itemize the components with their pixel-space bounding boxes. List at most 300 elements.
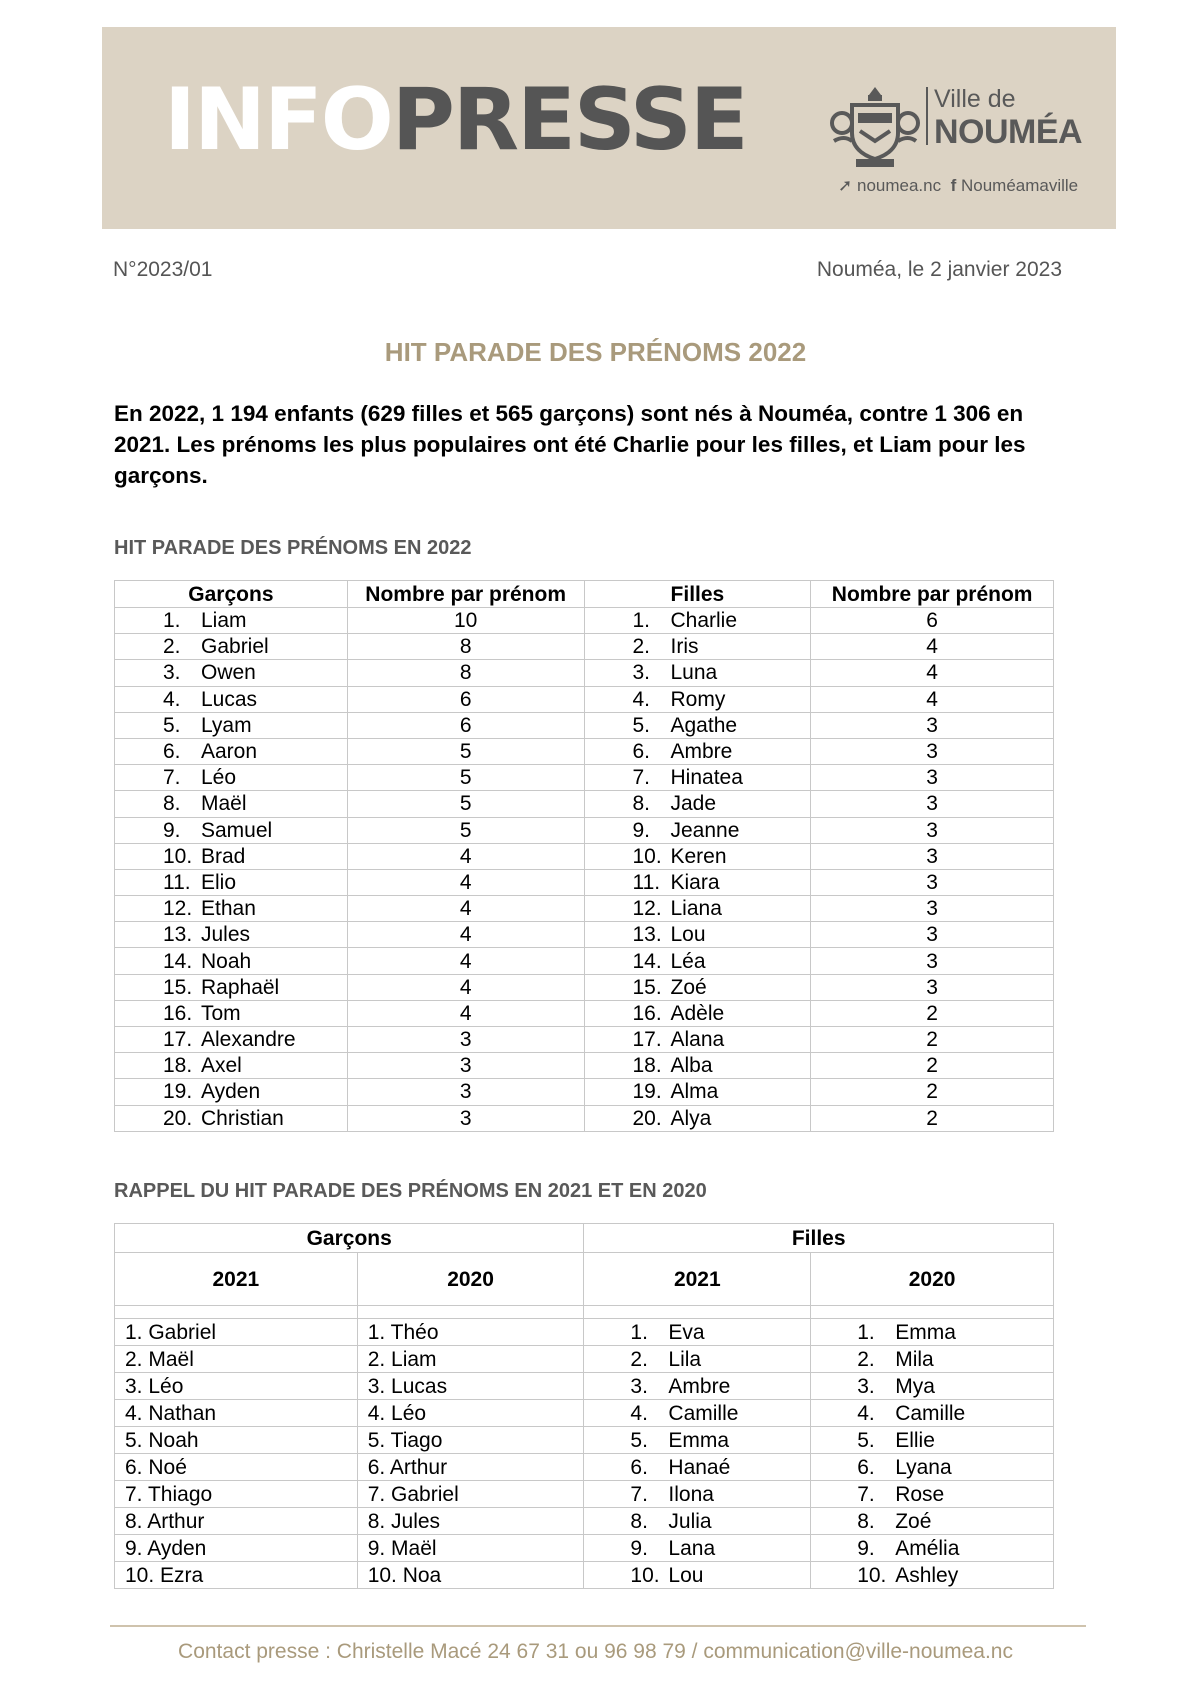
girl-cell	[584, 1079, 811, 1105]
boys-2020-cell: 9. Maël	[357, 1535, 584, 1562]
girl-rank: 9.	[632, 818, 651, 842]
girl-rank: 15.	[632, 975, 662, 999]
year-header-row	[115, 1253, 1054, 1306]
city-logo-divider	[926, 87, 928, 145]
girl-cell	[584, 1000, 811, 1026]
table-row	[115, 1535, 1054, 1562]
girl-cell	[584, 660, 811, 686]
boy-cell	[115, 974, 348, 1000]
boy-name: Aaron	[201, 740, 258, 764]
girls-2021-name: Julia	[668, 1509, 712, 1533]
table-row	[115, 1027, 1054, 1053]
girls-2020-cell	[811, 1481, 1054, 1508]
girl-rank: 1.	[632, 609, 651, 633]
boys-2021-cell: 7. Thiago	[115, 1481, 358, 1508]
girls-2020-rank: 2.	[857, 1347, 875, 1371]
girl-name: Kiara	[670, 870, 720, 894]
boy-name: Brad	[201, 844, 246, 868]
girl-name: Jade	[670, 792, 717, 816]
girl-cell	[584, 738, 811, 764]
table-row	[115, 1427, 1054, 1454]
column-header: Nombre par prénom	[347, 581, 584, 608]
boy-name: Axel	[201, 1054, 242, 1078]
girl-name: Alya	[670, 1106, 712, 1130]
table-row	[115, 896, 1054, 922]
boy-cell	[115, 922, 348, 948]
year-header: 2021	[584, 1253, 811, 1306]
girls-2021-rank: 9.	[630, 1536, 648, 1560]
girl-rank: 12.	[632, 897, 662, 921]
girls-2021-rank: 2.	[630, 1347, 648, 1371]
girls-2021-rank: 1.	[630, 1320, 648, 1344]
column-header: Garçons	[115, 581, 348, 608]
girl-count: 3	[811, 817, 1054, 843]
ranking-table-history	[114, 1223, 1054, 1589]
boy-name: Gabriel	[201, 635, 269, 659]
column-header: Nombre par prénom	[811, 581, 1054, 608]
boys-2020-cell: 8. Jules	[357, 1508, 584, 1535]
section-title-history: RAPPEL DU HIT PARADE DES PRÉNOMS EN 2021 ET EN 2020	[114, 1180, 707, 1202]
boys-2020-cell: 3. Lucas	[357, 1373, 584, 1400]
table-row	[115, 712, 1054, 738]
girl-rank: 19.	[632, 1080, 662, 1104]
boy-count: 4	[347, 896, 584, 922]
girls-2020-name: Lyana	[895, 1455, 952, 1479]
girls-2020-cell	[811, 1373, 1054, 1400]
girls-2021-name: Lila	[668, 1347, 702, 1371]
girls-2020-name: Camille	[895, 1401, 966, 1425]
boy-cell	[115, 686, 348, 712]
boys-2020-cell: 5. Tiago	[357, 1427, 584, 1454]
year-header: 2021	[115, 1253, 358, 1306]
footer-divider	[110, 1625, 1086, 1627]
boy-cell	[115, 1053, 348, 1079]
boy-cell	[115, 712, 348, 738]
girl-name: Luna	[670, 661, 718, 685]
girls-2021-cell	[584, 1373, 811, 1400]
table-row	[115, 686, 1054, 712]
girl-name: Iris	[670, 635, 699, 659]
boy-count: 4	[347, 974, 584, 1000]
girl-rank: 4.	[632, 687, 651, 711]
girls-2021-name: Eva	[668, 1320, 705, 1344]
boy-name: Elio	[201, 870, 237, 894]
girl-count: 3	[811, 974, 1054, 1000]
press-contact: Contact presse : Christelle Macé 24 67 31 ou 96 98 79 / communication@ville-noumea.nc	[178, 1640, 1013, 1663]
table-row	[115, 1319, 1054, 1346]
table-row	[115, 765, 1054, 791]
spacer-row	[115, 1306, 1054, 1319]
girl-count: 3	[811, 843, 1054, 869]
boy-name: Tom	[201, 1001, 241, 1025]
girls-2021-cell	[584, 1400, 811, 1427]
boy-rank: 14.	[163, 949, 193, 973]
boy-count: 5	[347, 765, 584, 791]
girl-count: 2	[811, 1027, 1054, 1053]
boys-2020-cell: 10. Noa	[357, 1562, 584, 1589]
girl-count: 2	[811, 1000, 1054, 1026]
girl-name: Lou	[670, 923, 706, 947]
boys-2021-cell: 6. Noé	[115, 1454, 358, 1481]
boys-2021-cell: 5. Noah	[115, 1427, 358, 1454]
boy-count: 3	[347, 1053, 584, 1079]
girls-2020-rank: 1.	[857, 1320, 875, 1344]
girl-count: 3	[811, 712, 1054, 738]
lead-paragraph: En 2022, 1 194 enfants (629 filles et 565 garçons) sont nés à Nouméa, contre 1 306 en 2021. Les prénoms les plus populaires ont été Charlie pour les filles, et Liam pour les garçons.	[114, 401, 1026, 488]
boy-rank: 8.	[163, 792, 181, 816]
girl-name: Liana	[670, 897, 722, 921]
boy-rank: 18.	[163, 1054, 193, 1078]
table-row	[115, 869, 1054, 895]
girls-2021-cell	[584, 1535, 811, 1562]
girls-2020-rank: 9.	[857, 1536, 875, 1560]
girls-2020-name: Rose	[895, 1482, 945, 1506]
girls-2020-cell	[811, 1562, 1054, 1589]
girl-rank: 13.	[632, 923, 662, 947]
logo-info-text: INFO	[164, 70, 392, 170]
boy-count: 5	[347, 738, 584, 764]
girl-count: 3	[811, 948, 1054, 974]
boys-2021-cell: 10. Ezra	[115, 1562, 358, 1589]
girls-2020-cell	[811, 1427, 1054, 1454]
boy-name: Lucas	[201, 687, 258, 711]
boys-2021-cell: 4. Nathan	[115, 1400, 358, 1427]
boy-count: 4	[347, 869, 584, 895]
girl-count: 3	[811, 896, 1054, 922]
girls-2020-rank: 7.	[857, 1482, 875, 1506]
girls-2021-rank: 3.	[630, 1374, 648, 1398]
boy-name: Léo	[201, 766, 237, 790]
girls-2020-name: Ellie	[895, 1428, 935, 1452]
girls-2020-name: Zoé	[895, 1509, 932, 1533]
table-row	[115, 1000, 1054, 1026]
girl-count: 6	[811, 608, 1054, 634]
header-banner	[102, 27, 1116, 229]
boy-cell	[115, 1079, 348, 1105]
logo-presse-text: PRESSE	[391, 70, 747, 170]
girl-count: 3	[811, 869, 1054, 895]
girls-2021-cell	[584, 1346, 811, 1373]
girls-2021-name: Lou	[668, 1563, 704, 1587]
boy-cell	[115, 738, 348, 764]
boy-name: Lyam	[201, 713, 252, 737]
girls-2021-rank: 5.	[630, 1428, 648, 1452]
boy-count: 6	[347, 686, 584, 712]
boy-count: 6	[347, 712, 584, 738]
girls-2020-rank: 8.	[857, 1509, 875, 1533]
document-title: HIT PARADE DES PRÉNOMS 2022	[384, 337, 807, 367]
table-row	[115, 1562, 1054, 1589]
boy-rank: 6.	[163, 740, 181, 764]
boy-rank: 1.	[163, 609, 181, 633]
girl-name: Charlie	[670, 609, 738, 633]
boys-2021-cell: 1. Gabriel	[115, 1319, 358, 1346]
table-row	[115, 922, 1054, 948]
girl-cell	[584, 974, 811, 1000]
table-row	[115, 1454, 1054, 1481]
boy-count: 4	[347, 922, 584, 948]
boy-rank: 12.	[163, 897, 193, 921]
girls-2021-cell	[584, 1454, 811, 1481]
boy-count: 10	[347, 608, 584, 634]
press-date: Nouméa, le 2 janvier 2023	[816, 258, 1062, 281]
city-prefix: Ville de	[934, 85, 1016, 113]
boy-cell	[115, 765, 348, 791]
boys-2021-cell: 8. Arthur	[115, 1508, 358, 1535]
girls-2021-cell	[584, 1481, 811, 1508]
girl-cell	[584, 1027, 811, 1053]
girls-2021-cell	[584, 1562, 811, 1589]
boy-cell	[115, 1105, 348, 1131]
table-row	[115, 1481, 1054, 1508]
city-crest-icon	[830, 83, 920, 171]
boy-name: Alexandre	[201, 1028, 296, 1052]
girls-2020-name: Mila	[895, 1347, 934, 1371]
table-row	[115, 1053, 1054, 1079]
girls-2020-cell	[811, 1319, 1054, 1346]
boy-count: 5	[347, 817, 584, 843]
girl-cell	[584, 791, 811, 817]
boys-2020-cell: 1. Théo	[357, 1319, 584, 1346]
table-row	[115, 660, 1054, 686]
girl-cell	[584, 1105, 811, 1131]
boy-cell	[115, 948, 348, 974]
city-logo	[830, 83, 1090, 193]
girls-2021-name: Emma	[668, 1428, 730, 1452]
boy-cell	[115, 869, 348, 895]
boy-rank: 5.	[163, 713, 181, 737]
spacer-cell	[115, 1306, 358, 1319]
girl-cell	[584, 948, 811, 974]
table-row	[115, 1400, 1054, 1427]
boy-rank: 11.	[163, 870, 191, 894]
table-row	[115, 1079, 1054, 1105]
girl-name: Jeanne	[670, 818, 740, 842]
boys-2021-cell: 9. Ayden	[115, 1535, 358, 1562]
girls-2021-cell	[584, 1427, 811, 1454]
girls-2020-cell	[811, 1454, 1054, 1481]
girl-name: Keren	[670, 844, 727, 868]
boy-rank: 20.	[163, 1106, 193, 1130]
boy-rank: 19.	[163, 1080, 193, 1104]
girl-count: 2	[811, 1053, 1054, 1079]
boy-name: Liam	[201, 609, 247, 633]
spacer-cell	[584, 1306, 811, 1319]
facebook-link[interactable]: Nouméamaville	[960, 176, 1079, 195]
boy-cell	[115, 791, 348, 817]
girl-name: Alana	[670, 1028, 725, 1052]
girls-2020-rank: 4.	[857, 1401, 875, 1425]
girl-rank: 16.	[632, 1001, 662, 1025]
year-header: 2020	[357, 1253, 584, 1306]
girl-cell	[584, 608, 811, 634]
boy-cell	[115, 1027, 348, 1053]
boys-2021-cell: 3. Léo	[115, 1373, 358, 1400]
boy-count: 3	[347, 1079, 584, 1105]
girls-2020-rank: 3.	[857, 1374, 875, 1398]
girls-2021-rank: 4.	[630, 1401, 648, 1425]
boy-rank: 15.	[163, 975, 193, 999]
website-link[interactable]: noumea.nc	[856, 176, 942, 195]
girl-count: 3	[811, 738, 1054, 764]
boys-2020-cell: 6. Arthur	[357, 1454, 584, 1481]
girls-2021-name: Camille	[668, 1401, 739, 1425]
boy-rank: 9.	[163, 818, 181, 842]
boy-name: Maël	[201, 792, 247, 816]
girl-count: 3	[811, 922, 1054, 948]
boy-rank: 17.	[163, 1028, 193, 1052]
boy-rank: 7.	[163, 766, 181, 790]
table-row	[115, 974, 1054, 1000]
girls-2020-rank: 10.	[857, 1563, 887, 1587]
girls-2021-rank: 8.	[630, 1509, 648, 1533]
girl-cell	[584, 869, 811, 895]
press-reference: N°2023/01	[113, 258, 213, 281]
girls-2020-cell	[811, 1346, 1054, 1373]
table-header-row	[115, 581, 1054, 608]
boy-count: 4	[347, 1000, 584, 1026]
boy-count: 5	[347, 791, 584, 817]
girl-count: 3	[811, 765, 1054, 791]
boy-name: Owen	[201, 661, 256, 685]
girl-rank: 20.	[632, 1106, 662, 1130]
boy-cell	[115, 660, 348, 686]
boy-name: Noah	[201, 949, 252, 973]
girl-count: 4	[811, 660, 1054, 686]
boy-name: Jules	[201, 923, 251, 947]
girls-2021-rank: 6.	[630, 1455, 648, 1479]
girl-cell	[584, 896, 811, 922]
boys-2020-cell: 7. Gabriel	[357, 1481, 584, 1508]
girl-rank: 17.	[632, 1028, 662, 1052]
city-name: NOUMÉA	[934, 113, 1083, 151]
girls-2020-name: Mya	[895, 1374, 935, 1398]
girl-count: 3	[811, 791, 1054, 817]
girl-rank: 10.	[632, 844, 662, 868]
girl-cell	[584, 686, 811, 712]
spacer-cell	[811, 1306, 1054, 1319]
girl-cell	[584, 712, 811, 738]
table-row	[115, 1373, 1054, 1400]
girls-2020-name: Ashley	[895, 1563, 959, 1587]
girl-name: Agathe	[670, 713, 738, 737]
girl-rank: 18.	[632, 1054, 662, 1078]
boy-cell	[115, 634, 348, 660]
ranking-table-2022	[114, 580, 1054, 1132]
girls-2020-name: Amélia	[895, 1536, 960, 1560]
table-row	[115, 948, 1054, 974]
boy-cell	[115, 896, 348, 922]
girls-2021-name: Ilona	[668, 1482, 714, 1506]
girls-2021-rank: 7.	[630, 1482, 648, 1506]
group-header-girls: Filles	[584, 1224, 1054, 1253]
girl-name: Ambre	[670, 740, 733, 764]
infopresse-logo	[164, 70, 747, 170]
girls-2021-name: Ambre	[668, 1374, 731, 1398]
table-row	[115, 738, 1054, 764]
group-header-row	[115, 1224, 1054, 1253]
table-row	[115, 1105, 1054, 1131]
send-icon: ➚	[838, 176, 853, 195]
column-header: Filles	[584, 581, 811, 608]
girl-cell	[584, 922, 811, 948]
girl-rank: 5.	[632, 713, 651, 737]
boys-2020-cell: 2. Liam	[357, 1346, 584, 1373]
girl-name: Alma	[670, 1080, 719, 1104]
boy-name: Christian	[201, 1106, 284, 1130]
boy-rank: 2.	[163, 635, 181, 659]
girl-name: Romy	[670, 687, 726, 711]
girls-2020-cell	[811, 1400, 1054, 1427]
boy-name: Raphaël	[201, 975, 280, 999]
girl-cell	[584, 634, 811, 660]
girl-rank: 11.	[632, 870, 661, 894]
girl-count: 2	[811, 1105, 1054, 1131]
girl-cell	[584, 843, 811, 869]
girls-2020-cell	[811, 1535, 1054, 1562]
girls-2021-rank: 10.	[630, 1563, 660, 1587]
boy-count: 8	[347, 634, 584, 660]
boy-rank: 13.	[163, 923, 193, 947]
boy-count: 3	[347, 1105, 584, 1131]
girl-count: 2	[811, 1079, 1054, 1105]
boy-cell	[115, 608, 348, 634]
girl-rank: 14.	[632, 949, 662, 973]
girls-2020-rank: 5.	[857, 1428, 875, 1452]
boy-rank: 16.	[163, 1001, 193, 1025]
table-row	[115, 1346, 1054, 1373]
girl-cell	[584, 1053, 811, 1079]
girl-count: 4	[811, 634, 1054, 660]
girl-name: Zoé	[670, 975, 707, 999]
spacer-cell	[357, 1306, 584, 1319]
girl-name: Adèle	[670, 1001, 725, 1025]
city-links	[838, 176, 1078, 196]
table-row	[115, 634, 1054, 660]
boy-cell	[115, 843, 348, 869]
girls-2020-cell	[811, 1508, 1054, 1535]
girls-2020-rank: 6.	[857, 1455, 875, 1479]
boy-name: Samuel	[201, 818, 273, 842]
girls-2021-cell	[584, 1508, 811, 1535]
girl-name: Alba	[670, 1054, 713, 1078]
girl-rank: 6.	[632, 740, 651, 764]
girls-2020-name: Emma	[895, 1320, 956, 1344]
girl-name: Hinatea	[670, 766, 743, 790]
group-header-boys: Garçons	[115, 1224, 584, 1253]
facebook-icon: f	[950, 176, 957, 195]
boys-2020-cell: 4. Léo	[357, 1400, 584, 1427]
girl-rank: 2.	[632, 635, 651, 659]
boy-name: Ayden	[201, 1080, 261, 1104]
girls-2021-name: Hanaé	[668, 1455, 731, 1479]
girls-2021-cell	[584, 1319, 811, 1346]
girl-rank: 3.	[632, 661, 651, 685]
boy-count: 8	[347, 660, 584, 686]
girl-name: Léa	[670, 949, 706, 973]
girls-2021-name: Lana	[668, 1536, 716, 1560]
boys-2021-cell: 2. Maël	[115, 1346, 358, 1373]
boy-count: 4	[347, 948, 584, 974]
girl-rank: 8.	[632, 792, 651, 816]
boy-rank: 4.	[163, 687, 181, 711]
table-row	[115, 1508, 1054, 1535]
table-row	[115, 817, 1054, 843]
table-row	[115, 843, 1054, 869]
boy-cell	[115, 817, 348, 843]
boy-cell	[115, 1000, 348, 1026]
section-title-2022: HIT PARADE DES PRÉNOMS EN 2022	[114, 537, 472, 559]
